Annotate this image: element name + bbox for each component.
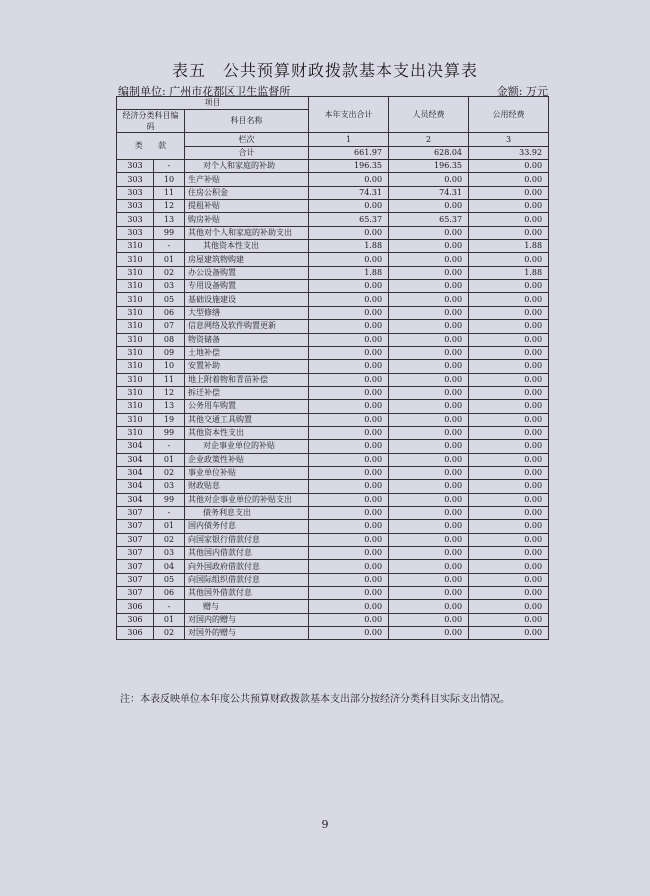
row-section: 05 (154, 573, 185, 586)
row-class: 310 (117, 346, 154, 359)
table-row (117, 373, 549, 386)
table-row (117, 547, 549, 560)
row-total: 0.00 (309, 560, 389, 573)
row-public: 0.00 (469, 253, 549, 266)
row-section: 06 (154, 587, 185, 600)
row-subject-name: 其他资本性支出 (185, 240, 309, 253)
row-public: 0.00 (469, 320, 549, 333)
row-class: 304 (117, 493, 154, 506)
table-row (117, 333, 549, 346)
row-class: 310 (117, 266, 154, 279)
row-subject-name: 事业单位补贴 (185, 466, 309, 479)
table-row (117, 506, 549, 519)
row-total: 0.00 (309, 493, 389, 506)
row-public: 1.88 (469, 240, 549, 253)
row-class: 303 (117, 200, 154, 213)
row-public: 0.00 (469, 506, 549, 519)
row-class: 310 (117, 253, 154, 266)
row-public: 0.00 (469, 186, 549, 199)
row-class: 310 (117, 426, 154, 439)
row-total: 1.88 (309, 266, 389, 279)
row-subject-name: 办公设备购置 (185, 266, 309, 279)
table-row (117, 360, 549, 373)
row-personnel: 0.00 (389, 560, 469, 573)
row-personnel: 0.00 (389, 426, 469, 439)
row-personnel: 0.00 (389, 413, 469, 426)
row-section: 02 (154, 533, 185, 546)
row-subject-name: 企业政策性补贴 (185, 453, 309, 466)
expenditure-table (116, 96, 549, 640)
row-class: 307 (117, 560, 154, 573)
row-total: 0.00 (309, 373, 389, 386)
table-row (117, 266, 549, 279)
table-row (117, 253, 549, 266)
row-personnel: 0.00 (389, 373, 469, 386)
row-personnel: 196.35 (389, 160, 469, 173)
row-section: - (154, 240, 185, 253)
row-personnel: 0.00 (389, 266, 469, 279)
row-section: 02 (154, 627, 185, 640)
row-subject-name: 拆迁补偿 (185, 386, 309, 399)
row-section: 01 (154, 453, 185, 466)
row-public: 0.00 (469, 533, 549, 546)
row-personnel: 0.00 (389, 200, 469, 213)
row-personnel: 0.00 (389, 173, 469, 186)
total-label: 合计 (185, 146, 309, 159)
row-total: 0.00 (309, 360, 389, 373)
row-class: 307 (117, 520, 154, 533)
header-total: 本年支出合计 (309, 97, 389, 133)
row-section: - (154, 440, 185, 453)
row-public: 0.00 (469, 466, 549, 479)
row-section: 01 (154, 520, 185, 533)
row-subject-name: 财政贴息 (185, 480, 309, 493)
table-row (117, 466, 549, 479)
row-total: 0.00 (309, 613, 389, 626)
row-section: - (154, 160, 185, 173)
row-subject-name: 国内债务付息 (185, 520, 309, 533)
row-public: 0.00 (469, 587, 549, 600)
row-public: 0.00 (469, 173, 549, 186)
table-row (117, 440, 549, 453)
row-class: 310 (117, 373, 154, 386)
row-class: 303 (117, 173, 154, 186)
row-section: 02 (154, 466, 185, 479)
total-personnel: 628.04 (389, 146, 469, 159)
row-section: 06 (154, 306, 185, 319)
table-row (117, 200, 549, 213)
row-personnel: 0.00 (389, 400, 469, 413)
row-section: 10 (154, 360, 185, 373)
row-personnel: 0.00 (389, 493, 469, 506)
row-class: 307 (117, 587, 154, 600)
table-row (117, 186, 549, 199)
row-personnel: 74.31 (389, 186, 469, 199)
row-personnel: 0.00 (389, 240, 469, 253)
row-class: 303 (117, 160, 154, 173)
row-section: 99 (154, 493, 185, 506)
row-class: 310 (117, 413, 154, 426)
page-number: 9 (321, 818, 329, 831)
row-total: 0.00 (309, 280, 389, 293)
row-public: 0.00 (469, 400, 549, 413)
row-public: 0.00 (469, 547, 549, 560)
row-subject-name: 住房公积金 (185, 186, 309, 199)
table-row (117, 386, 549, 399)
table-row (117, 173, 549, 186)
row-total: 0.00 (309, 520, 389, 533)
row-subject-name: 其他国内借款付息 (185, 547, 309, 560)
header-col3: 3 (469, 133, 549, 146)
table-row (117, 320, 549, 333)
row-class: 306 (117, 627, 154, 640)
row-personnel: 0.00 (389, 226, 469, 239)
row-section: 12 (154, 200, 185, 213)
table-row (117, 226, 549, 239)
column-index-row (117, 133, 549, 146)
row-subject-name: 对国内的赠与 (185, 613, 309, 626)
table-row (117, 560, 549, 573)
row-section: 03 (154, 280, 185, 293)
row-personnel: 0.00 (389, 520, 469, 533)
row-personnel: 0.00 (389, 506, 469, 519)
row-total: 0.00 (309, 480, 389, 493)
row-personnel: 0.00 (389, 440, 469, 453)
row-section: 01 (154, 253, 185, 266)
row-subject-name: 债务利息支出 (185, 506, 309, 519)
row-public: 0.00 (469, 346, 549, 359)
row-personnel: 0.00 (389, 466, 469, 479)
row-total: 0.00 (309, 333, 389, 346)
row-personnel: 0.00 (389, 386, 469, 399)
row-personnel: 0.00 (389, 306, 469, 319)
row-total: 65.37 (309, 213, 389, 226)
row-total: 0.00 (309, 573, 389, 586)
row-total: 0.00 (309, 346, 389, 359)
row-personnel: 0.00 (389, 253, 469, 266)
row-subject-name: 对个人和家庭的补助 (185, 160, 309, 173)
row-total: 0.00 (309, 386, 389, 399)
row-total: 0.00 (309, 400, 389, 413)
row-section: 13 (154, 400, 185, 413)
row-section: - (154, 600, 185, 613)
row-section: 99 (154, 426, 185, 439)
total-amount: 661.97 (309, 146, 389, 159)
row-public: 0.00 (469, 293, 549, 306)
row-personnel: 0.00 (389, 600, 469, 613)
row-total: 0.00 (309, 627, 389, 640)
row-section: 99 (154, 226, 185, 239)
row-section: 19 (154, 413, 185, 426)
row-class: 310 (117, 400, 154, 413)
row-personnel: 65.37 (389, 213, 469, 226)
row-subject-name: 其他对企事业单位的补贴支出 (185, 493, 309, 506)
row-subject-name: 其他国外借款付息 (185, 587, 309, 600)
row-public: 0.00 (469, 413, 549, 426)
row-total: 0.00 (309, 173, 389, 186)
table-row (117, 480, 549, 493)
header-class-section (117, 133, 185, 160)
row-subject-name: 大型修缮 (185, 306, 309, 319)
header-item: 项目 (117, 97, 309, 110)
table-body (117, 160, 549, 640)
row-section: 01 (154, 613, 185, 626)
org-unit-line (118, 83, 548, 97)
row-public: 0.00 (469, 627, 549, 640)
row-total: 0.00 (309, 306, 389, 319)
row-personnel: 0.00 (389, 480, 469, 493)
header-col2: 2 (389, 133, 469, 146)
row-personnel: 0.00 (389, 280, 469, 293)
row-public: 0.00 (469, 160, 549, 173)
table-row (117, 240, 549, 253)
row-class: 304 (117, 480, 154, 493)
row-personnel: 0.00 (389, 587, 469, 600)
table-row (117, 160, 549, 173)
row-section: - (154, 506, 185, 519)
row-public: 0.00 (469, 453, 549, 466)
row-class: 307 (117, 573, 154, 586)
row-class: 304 (117, 440, 154, 453)
row-subject-name: 购房补贴 (185, 213, 309, 226)
row-public: 0.00 (469, 613, 549, 626)
row-subject-name: 土地补偿 (185, 346, 309, 359)
row-total: 0.00 (309, 293, 389, 306)
row-section: 11 (154, 373, 185, 386)
row-public: 0.00 (469, 306, 549, 319)
table-row (117, 400, 549, 413)
row-class: 307 (117, 506, 154, 519)
row-subject-name: 基础设施建设 (185, 293, 309, 306)
row-public: 0.00 (469, 200, 549, 213)
row-total: 0.00 (309, 506, 389, 519)
row-total: 0.00 (309, 320, 389, 333)
row-total: 1.88 (309, 240, 389, 253)
table-row (117, 426, 549, 439)
row-personnel: 0.00 (389, 360, 469, 373)
row-class: 310 (117, 280, 154, 293)
row-total: 196.35 (309, 160, 389, 173)
row-class: 310 (117, 306, 154, 319)
row-section: 10 (154, 173, 185, 186)
row-class: 304 (117, 453, 154, 466)
row-class: 310 (117, 320, 154, 333)
row-subject-name: 提租补贴 (185, 200, 309, 213)
row-subject-name: 向国家银行借款付息 (185, 533, 309, 546)
row-total: 0.00 (309, 200, 389, 213)
row-personnel: 0.00 (389, 613, 469, 626)
table-row (117, 493, 549, 506)
row-class: 307 (117, 533, 154, 546)
row-class: 310 (117, 240, 154, 253)
header-section: 款 (158, 141, 167, 151)
table-note: 注：本表反映单位本年度公共预算财政拨款基本支出部分按经济分类科目实际支出情况。 (120, 694, 510, 705)
table-row (117, 600, 549, 613)
org-label: 编制单位: 广州市花都区卫生监督所 (118, 85, 291, 98)
row-section: 13 (154, 213, 185, 226)
row-subject-name: 向国际组织借款付息 (185, 573, 309, 586)
header-column-label: 栏次 (185, 133, 309, 146)
table-row (117, 613, 549, 626)
row-public: 0.00 (469, 440, 549, 453)
row-section: 11 (154, 186, 185, 199)
row-subject-name: 安置补助 (185, 360, 309, 373)
row-public: 0.00 (469, 426, 549, 439)
row-personnel: 0.00 (389, 533, 469, 546)
page-title: 表五 公共预算财政拨款基本支出决算表 (171, 61, 478, 80)
row-total: 0.00 (309, 226, 389, 239)
row-subject-name: 其他资本性支出 (185, 426, 309, 439)
table-row (117, 627, 549, 640)
row-public: 0.00 (469, 333, 549, 346)
row-subject-name: 生产补贴 (185, 173, 309, 186)
unit-label: 金额: 万元 (496, 85, 548, 98)
row-public: 0.00 (469, 386, 549, 399)
table-row (117, 453, 549, 466)
row-subject-name: 其他对个人和家庭的补助支出 (185, 226, 309, 239)
row-public: 0.00 (469, 226, 549, 239)
row-public: 0.00 (469, 280, 549, 293)
table-row (117, 213, 549, 226)
row-personnel: 0.00 (389, 346, 469, 359)
row-total: 74.31 (309, 186, 389, 199)
row-total: 0.00 (309, 587, 389, 600)
row-class: 306 (117, 613, 154, 626)
row-class: 310 (117, 293, 154, 306)
row-personnel: 0.00 (389, 320, 469, 333)
row-public: 0.00 (469, 360, 549, 373)
row-class: 306 (117, 600, 154, 613)
table-row (117, 293, 549, 306)
row-public: 1.88 (469, 266, 549, 279)
header-personnel: 人员经费 (389, 97, 469, 133)
row-class: 310 (117, 386, 154, 399)
row-class: 307 (117, 547, 154, 560)
row-class: 303 (117, 186, 154, 199)
row-class: 310 (117, 333, 154, 346)
table-row (117, 573, 549, 586)
row-total: 0.00 (309, 533, 389, 546)
table-row (117, 533, 549, 546)
row-total: 0.00 (309, 453, 389, 466)
row-total: 0.00 (309, 413, 389, 426)
row-section: 02 (154, 266, 185, 279)
header-econ-code: 经济分类科目编码 (117, 110, 185, 133)
row-section: 03 (154, 480, 185, 493)
header-subject-name: 科目名称 (185, 110, 309, 133)
row-public: 0.00 (469, 560, 549, 573)
row-total: 0.00 (309, 440, 389, 453)
row-section: 08 (154, 333, 185, 346)
row-subject-name: 向外国政府借款付息 (185, 560, 309, 573)
header-class: 类 (134, 141, 143, 151)
row-subject-name: 信息网络及软件购置更新 (185, 320, 309, 333)
total-public: 33.92 (469, 146, 549, 159)
row-public: 0.00 (469, 573, 549, 586)
row-subject-name: 对企事业单位的补贴 (185, 440, 309, 453)
header-col1: 1 (309, 133, 389, 146)
header-row-item (117, 97, 549, 110)
row-subject-name: 赠与 (185, 600, 309, 613)
row-section: 12 (154, 386, 185, 399)
row-subject-name: 物资储备 (185, 333, 309, 346)
row-personnel: 0.00 (389, 293, 469, 306)
row-subject-name: 对国外的赠与 (185, 627, 309, 640)
table-row (117, 413, 549, 426)
row-class: 303 (117, 213, 154, 226)
row-total: 0.00 (309, 426, 389, 439)
row-section: 03 (154, 547, 185, 560)
row-personnel: 0.00 (389, 453, 469, 466)
row-personnel: 0.00 (389, 547, 469, 560)
row-total: 0.00 (309, 547, 389, 560)
row-public: 0.00 (469, 520, 549, 533)
row-personnel: 0.00 (389, 627, 469, 640)
row-public: 0.00 (469, 600, 549, 613)
row-public: 0.00 (469, 480, 549, 493)
row-total: 0.00 (309, 600, 389, 613)
table-row (117, 346, 549, 359)
row-subject-name: 地上附着物和青苗补偿 (185, 373, 309, 386)
table-row (117, 306, 549, 319)
row-subject-name: 房屋建筑物购建 (185, 253, 309, 266)
table-row (117, 587, 549, 600)
row-section: 05 (154, 293, 185, 306)
row-personnel: 0.00 (389, 573, 469, 586)
row-section: 09 (154, 346, 185, 359)
row-total: 0.00 (309, 253, 389, 266)
row-section: 07 (154, 320, 185, 333)
row-class: 310 (117, 360, 154, 373)
table-row (117, 280, 549, 293)
row-public: 0.00 (469, 493, 549, 506)
row-subject-name: 其他交通工具购置 (185, 413, 309, 426)
row-public: 0.00 (469, 373, 549, 386)
row-public: 0.00 (469, 213, 549, 226)
row-total: 0.00 (309, 466, 389, 479)
header-public: 公用经费 (469, 97, 549, 133)
row-class: 304 (117, 466, 154, 479)
row-subject-name: 公务用车购置 (185, 400, 309, 413)
row-section: 04 (154, 560, 185, 573)
row-personnel: 0.00 (389, 333, 469, 346)
table-row (117, 520, 549, 533)
row-subject-name: 专用设备购置 (185, 280, 309, 293)
row-class: 303 (117, 226, 154, 239)
